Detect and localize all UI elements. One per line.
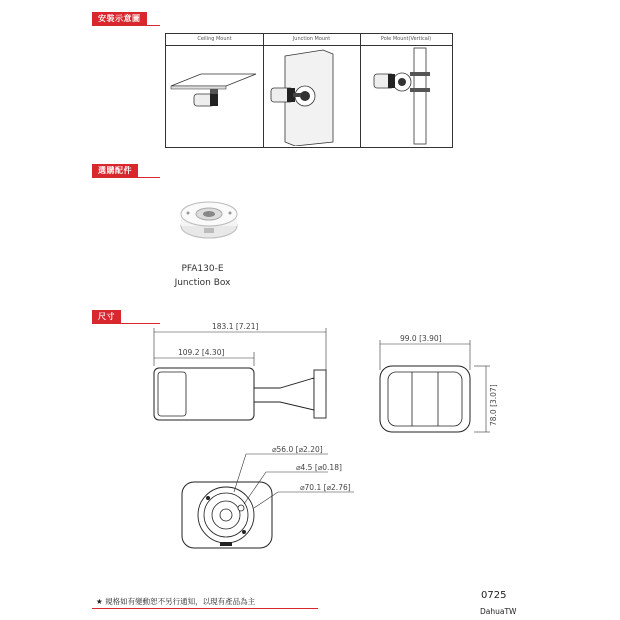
junction-mount-illustration bbox=[263, 46, 360, 146]
footer-code: 0725 bbox=[481, 590, 507, 601]
front-height-label: 78.0 [3.07] bbox=[489, 384, 498, 426]
mount-label-junction: Junction Mount bbox=[263, 34, 360, 46]
ceiling-mount-illustration bbox=[166, 46, 263, 146]
front-view-drawing bbox=[376, 330, 506, 440]
side-body-label: 109.2 [4.30] bbox=[178, 348, 225, 357]
junction-box-image bbox=[174, 196, 244, 246]
front-width-label: 99.0 [3.90] bbox=[400, 334, 442, 343]
installation-section-rule bbox=[92, 25, 160, 26]
accessories-section-title: 選購配件 bbox=[98, 166, 132, 175]
accessories-section-tag bbox=[92, 164, 138, 177]
mount-col-pole bbox=[360, 34, 452, 147]
base-view-drawing bbox=[178, 442, 368, 552]
mount-label-pole: Pole Mount(Vertical) bbox=[360, 34, 452, 46]
base-d3-label: ⌀70.1 [⌀2.76] bbox=[300, 483, 351, 492]
mount-table bbox=[165, 33, 453, 148]
dimensions-section-tag bbox=[92, 310, 121, 323]
mount-col-ceiling bbox=[166, 34, 264, 147]
footer-note: ★ 規格如有變動恕不另行通知，以現有產品為主 bbox=[96, 597, 256, 606]
side-length-label: 183.1 [7.21] bbox=[212, 322, 259, 331]
mount-label-ceiling: Ceiling Mount bbox=[166, 34, 263, 46]
accessory-model: PFA130-E bbox=[181, 264, 224, 274]
base-d1-label: ⌀56.0 [⌀2.20] bbox=[272, 445, 323, 454]
footer-rule bbox=[92, 608, 318, 609]
installation-section-title: 安裝示意圖 bbox=[98, 14, 141, 23]
base-d2-label: ⌀4.5 [⌀0.18] bbox=[296, 463, 342, 472]
accessory-name: Junction Box bbox=[174, 278, 231, 288]
footer-brand: DahuaTW bbox=[480, 607, 517, 616]
dimensions-section-title: 尺寸 bbox=[98, 312, 115, 321]
mount-col-junction bbox=[263, 34, 361, 147]
accessories-section-rule bbox=[92, 177, 160, 178]
installation-section-tag bbox=[92, 12, 147, 25]
pole-mount-illustration bbox=[360, 46, 452, 146]
side-view-drawing bbox=[150, 318, 340, 428]
